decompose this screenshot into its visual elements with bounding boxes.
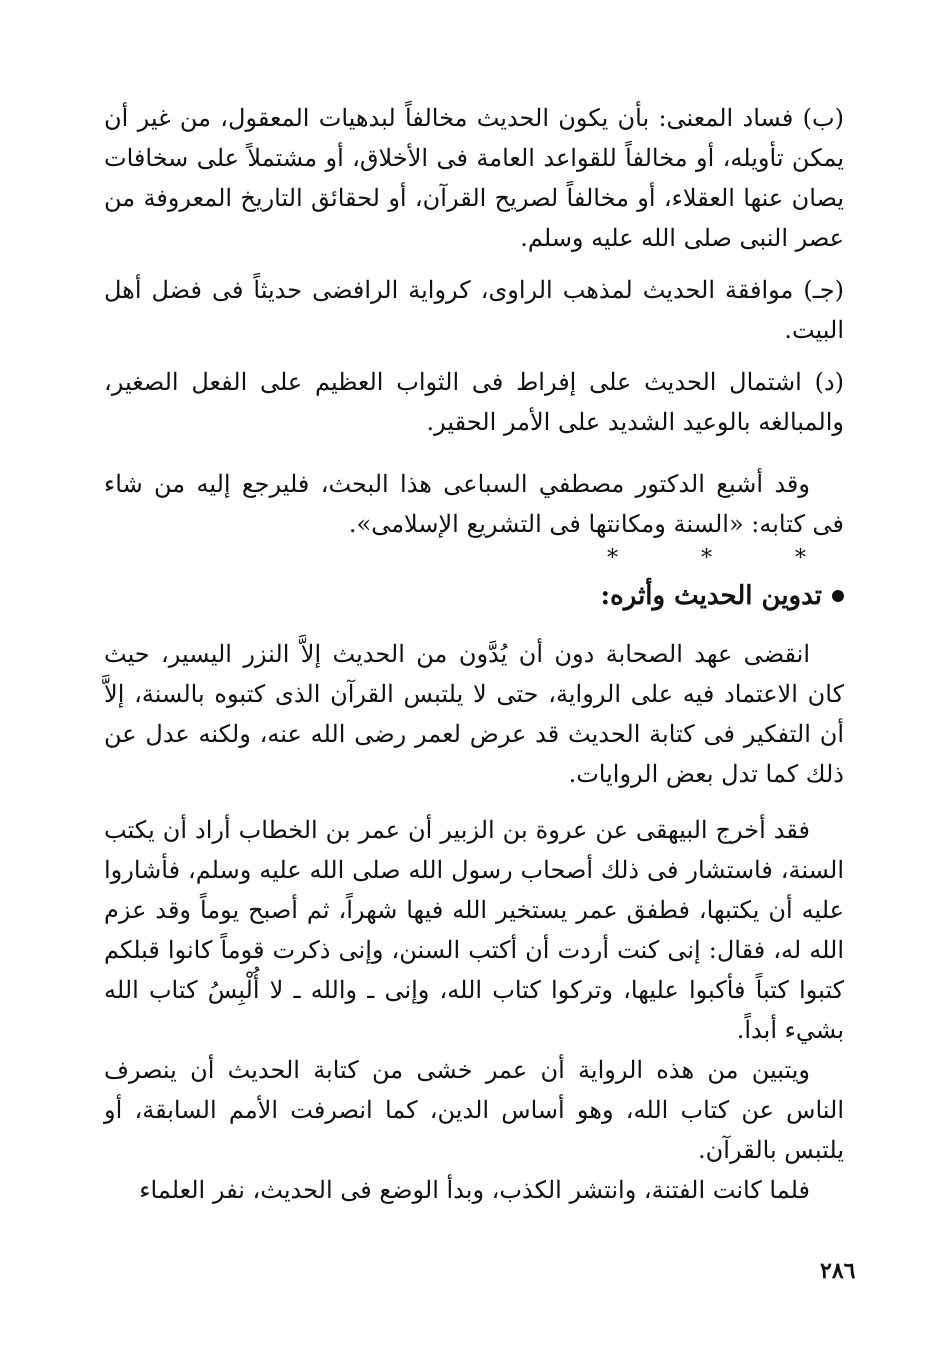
paragraph-1: انقضى عهد الصحابة دون أن يُدَّون من الحديث إلاَّ النزر اليسير، حيث كان الاعتماد فيه على الرواية، حتى لا يلتبس القرآن الذى كتبوه بالسنة، إلاَّ أن التفكير فى كتابة الحديث قد عرض لعمر رضى الله عنه، ولكنه عدل عن ذلك كما تدل بعض الروايات. (104, 640, 844, 788)
paragraph-3: ويتبين من هذه الرواية أن عمر خشى من كتابة الحديث أن ينصرف الناس عن كتاب الله، وهو أساس الدين، كما انصرفت الأمم السابقة، أو يلتبس بالقرآن. (104, 1056, 844, 1164)
paragraph-2: فقد أخرج البيهقى عن عروة بن الزبير أن عمر بن الخطاب أراد أن يكتب السنة، فاستشار فى ذلك أصحاب رسول الله صلى الله عليه وسلم، فأشاروا عليه أن يكتبها، فطفق عمر يستخير الله فيها شهراً، ثم أصبح يوماً وقد عزم الله له، فقال: إنى كنت أردت أن أكتب السنن، وإنى ذكرت قوماً كانوا قبلكم كتبوا كتباً فأكبوا عليها، وتركوا كتاب الله، وإنى ـ والله ـ لا أُلْبِسُ كتاب الله بشيء أبداً. (104, 816, 844, 1044)
item-j: (جـ) موافقة الحديث لمذهب الراوى، كرواية الرافضى حديثاً فى فضل أهل البيت. (104, 276, 844, 344)
item-d: (د) اشتمال الحديث على إفراط فى الثواب العظيم على الفعل الصغير، والمبالغه بالوعيد الشديد على الأمر الحقير. (104, 368, 844, 436)
page-body (104, 98, 844, 1210)
section-heading-text: تدوين الحديث وأثره: (600, 581, 822, 611)
page-number: ٢٨٦ (820, 1258, 856, 1284)
bullet-icon (832, 590, 844, 602)
paragraph-4: فلما كانت الفتنة، وانتشر الكذب، وبدأ الوضع فى الحديث، نفر العلماء (139, 1176, 810, 1204)
separator-stars: * * * (607, 546, 844, 571)
reference-paragraph: وقد أشبع الدكتور مصطفي السباعى هذا البحث، فليرجع إليه من شاء فى كتابه: «السنة ومكانتها فى التشريع الإسلامى». (104, 470, 844, 538)
section-heading (104, 576, 844, 616)
item-b: (ب) فساد المعنى: بأن يكون الحديث مخالفاً لبدهيات المعقول، من غير أن يمكن تأويله، أو مخالفاً للقواعد العامة فى الأخلاق، أو مشتملاً على سخافات يصان عنها العقلاء، أو مخالفاً لصريح القرآن، أو لحقائق التاريخ المعروفة من عصر النبى صلى الله عليه وسلم. (104, 104, 844, 252)
